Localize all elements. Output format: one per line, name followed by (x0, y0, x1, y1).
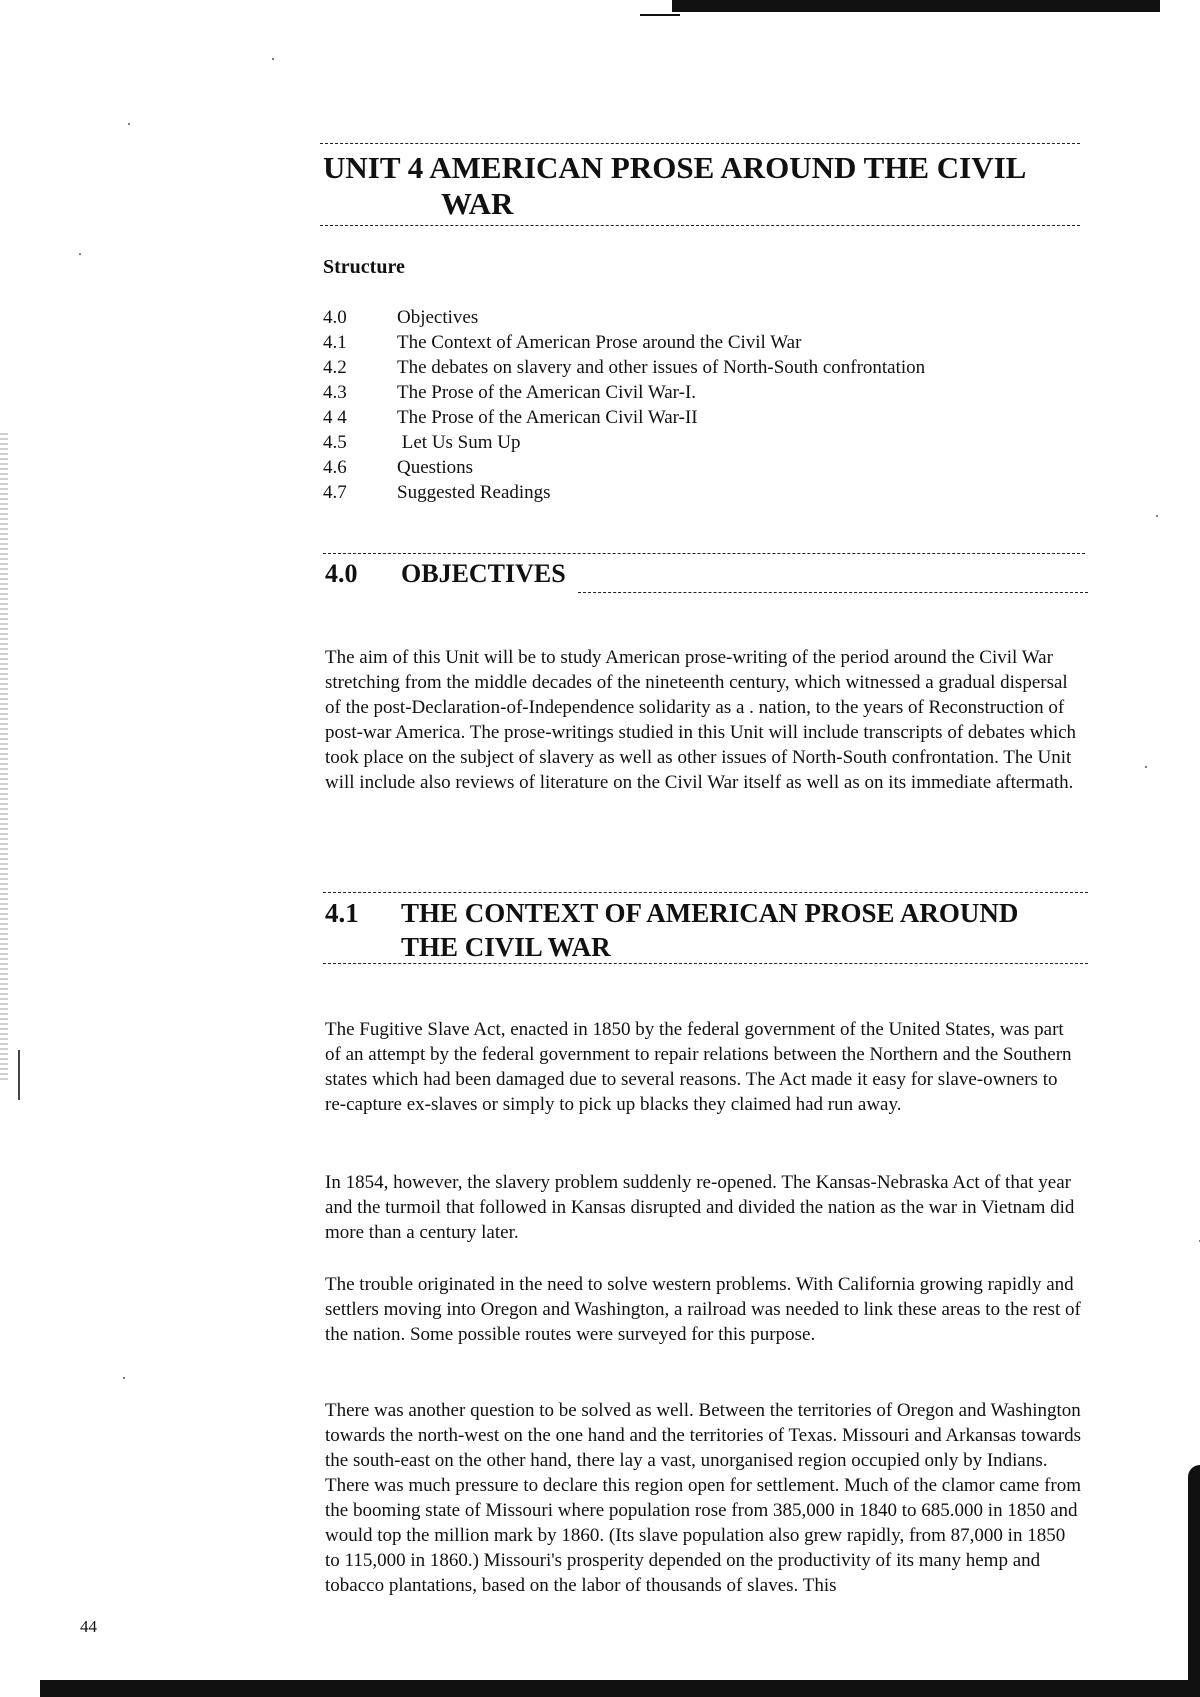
section-number: 4.1 (325, 898, 359, 928)
structure-heading: Structure (323, 256, 405, 278)
page-number: 44 (80, 1617, 97, 1636)
scan-edge-mark (640, 14, 680, 16)
section-rule-top (323, 553, 1085, 554)
title-rule-top (320, 143, 1080, 144)
unit-title-line: WAR (441, 186, 514, 221)
scan-left-mark (18, 1050, 20, 1100)
scan-speck (123, 1377, 125, 1379)
structure-item-number: 4.3 (323, 382, 347, 403)
structure-item (323, 355, 925, 380)
scan-left-edge (0, 430, 8, 1080)
section-title-line: THE CONTEXT OF AMERICAN PROSE AROUND (401, 898, 1019, 928)
unit-title (323, 150, 1103, 222)
structure-item-label: The Prose of the American Civil War-I. (397, 382, 697, 403)
structure-item-label: Let Us Sum Up (397, 432, 521, 453)
section-number: 4.0 (325, 559, 358, 588)
structure-item-number: 4.0 (323, 307, 347, 328)
context-heading (325, 896, 1125, 964)
section-rule-top (323, 892, 1088, 893)
structure-item-number: 4.5 (323, 432, 347, 453)
scan-speck (272, 58, 274, 60)
scan-speck (1145, 766, 1147, 768)
structure-item (323, 405, 925, 430)
section-rule-bottom (323, 963, 1088, 964)
structure-item (323, 480, 925, 505)
section-rule-bottom (578, 592, 1088, 593)
body-paragraph: The Fugitive Slave Act, enacted in 1850 by the federal government of the United States, was part of an attempt by the federal government to repair relations between the Northern and the Southern states which had been damaged due to several reasons. The Act made it easy for slave-owners to re-capture ex-slaves or simply to pick up blacks they claimed had run away. (325, 1019, 1072, 1115)
scan-speck (79, 253, 81, 255)
structure-item-label: Suggested Readings (397, 482, 551, 503)
structure-item (323, 380, 925, 405)
structure-list (323, 305, 925, 505)
structure-item-label: The Prose of the American Civil War-II (397, 407, 698, 428)
structure-item (323, 305, 925, 330)
body-paragraph: There was another question to be solved as well. Between the territories of Oregon and Washington towards the north-west on the one hand and the territories of Texas. Missouri and Arkansas towards the south-east on the other hand, there lay a vast, unorganised region occupied only by Indians. There was much pressure to declare this region open for settlement. Much of the clamor came from the booming state of Missouri where population rose from 385,000 in 1840 to 685.000 in 1850 and would top the million mark by 1860. (Its slave population also grew rapidly, from 87,000 in 1850 to 115,000 in 1860.) Missouri's prosperity depended on the productivity of its many hemp and tobacco plantations, based on the labor of thousands of slaves. This (325, 1400, 1082, 1596)
structure-item (323, 455, 925, 480)
structure-item-number: 4.1 (323, 332, 347, 353)
title-rule-bottom (320, 225, 1080, 226)
structure-item-label: The debates on slavery and other issues of North-South confrontation (397, 357, 926, 378)
body-paragraph: In 1854, however, the slavery problem suddenly re-opened. The Kansas-Nebraska Act of that year and the turmoil that followed in Kansas disrupted and divided the nation as the war in Vietnam did more than a century later. (325, 1172, 1075, 1243)
structure-item-number: 4 4 (323, 407, 347, 428)
structure-item-number: 4.6 (323, 457, 347, 478)
unit-title-line: UNIT 4 AMERICAN PROSE AROUND THE CIVIL (323, 150, 1027, 185)
structure-item-label: Objectives (397, 307, 479, 328)
structure-item (323, 330, 925, 355)
structure-item-label: The Context of American Prose around the Civil War (397, 332, 802, 353)
scan-page-curl (1188, 1465, 1200, 1680)
structure-item-number: 4.7 (323, 482, 347, 503)
section-title-line: THE CIVIL WAR (401, 932, 611, 962)
scan-top-shadow (672, 0, 1160, 12)
structure-item (323, 430, 925, 455)
structure-item-number: 4.2 (323, 357, 347, 378)
scan-speck (128, 123, 130, 125)
section-title: OBJECTIVES (401, 559, 566, 588)
structure-item-label: Questions (397, 457, 473, 478)
body-paragraph: The trouble originated in the need to solve western problems. With California growing rapidly and settlers moving into Oregon and Washington, a railroad was needed to link these areas to the rest of the nation. Some possible routes were surveyed for this purpose. (325, 1274, 1081, 1345)
scan-speck (1156, 515, 1158, 517)
scan-bottom-shadow (40, 1680, 1200, 1697)
objectives-paragraph: The aim of this Unit will be to study American prose-writing of the period around the Civil War stretching from the middle decades of the nineteenth century, which witnessed a gradual dispersal of the post-Declaration-of-Independence solidarity as a . nation, to the years of Reconstruction of post-war America. The prose-writings studied in this Unit will include transcripts of debates which took place on the subject of slavery as well as other issues of North-South confrontation. The Unit will include also reviews of literature on the Civil War itself as well as on its immediate aftermath. (325, 647, 1077, 793)
objectives-heading (325, 559, 566, 589)
